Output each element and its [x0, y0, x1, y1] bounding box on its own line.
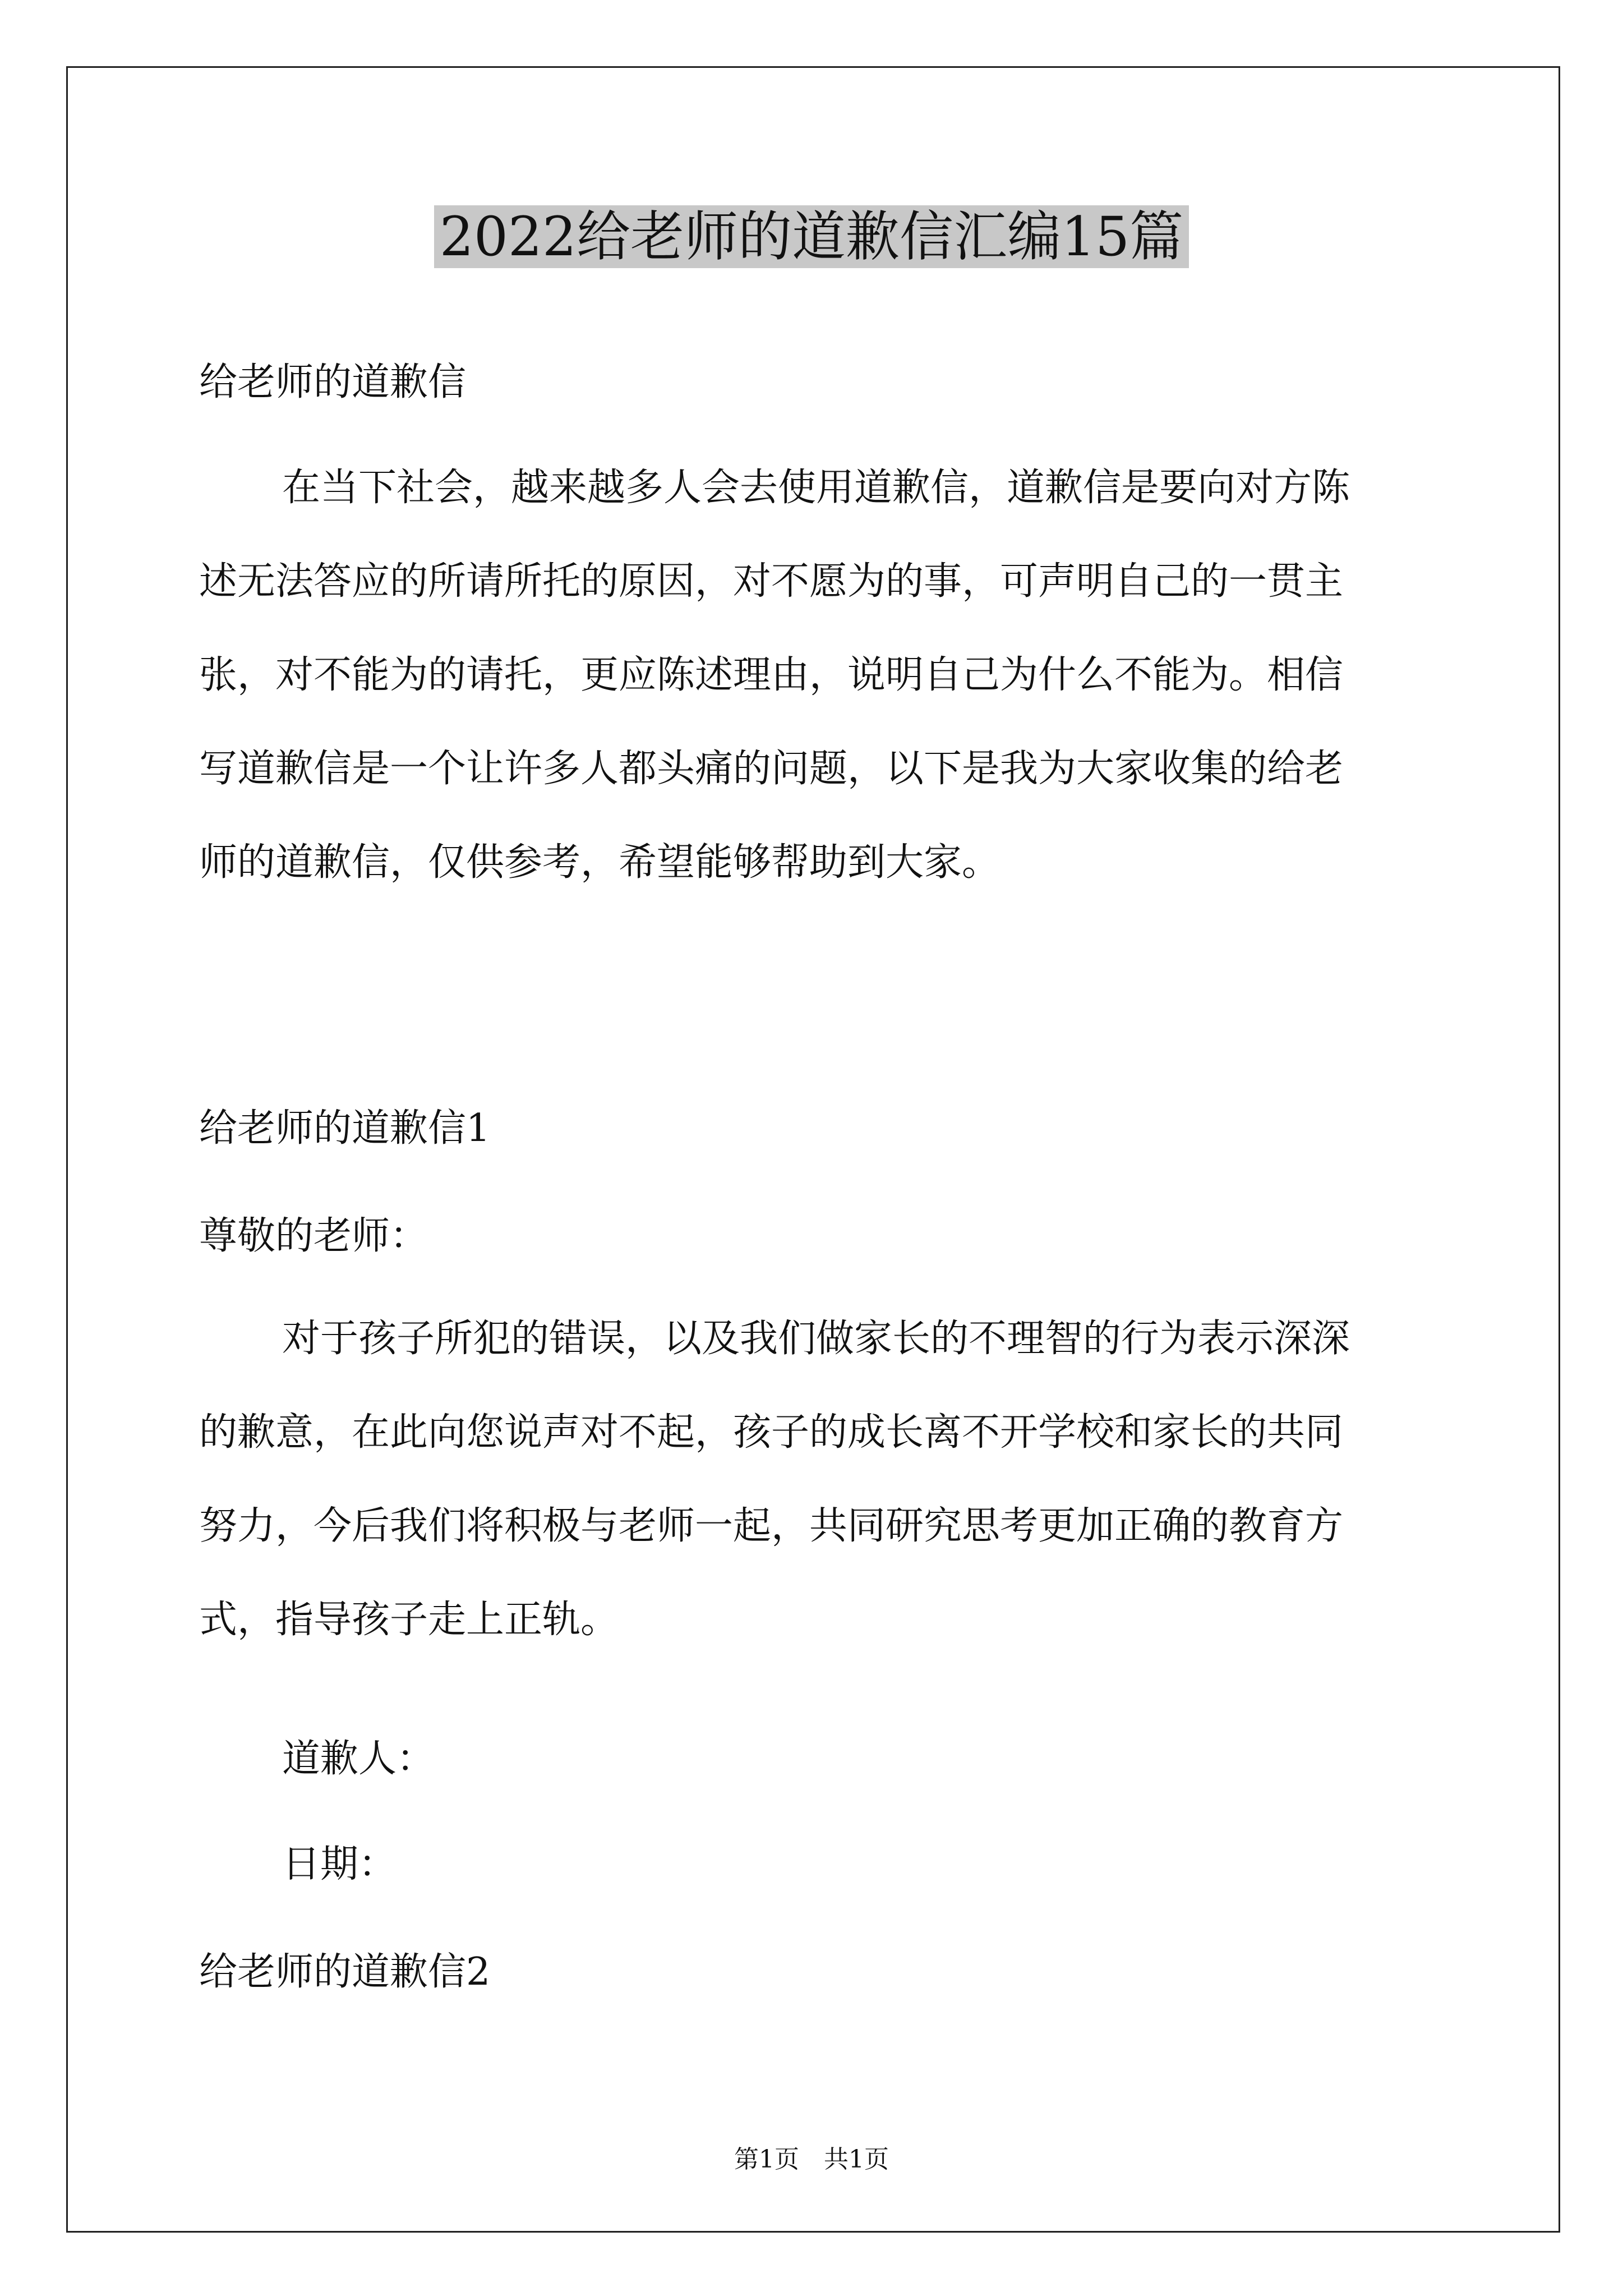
- letter1-heading: 给老师的道歉信1: [199, 1106, 491, 1151]
- document-title-text: 2022给老师的道歉信汇编15篇: [434, 205, 1189, 268]
- intro-line: 述无法答应的所请所托的原因，对不愿为的事，可声明自己的一贯主: [199, 559, 1344, 604]
- letter1-salutation: 尊敬的老师：: [199, 1214, 428, 1258]
- intro-line: 张，对不能为的请托，更应陈述理由，说明自己为什么不能为。相信: [199, 653, 1344, 697]
- intro-paragraph: [199, 441, 1438, 909]
- page-footer: 第1页 共1页: [734, 2145, 889, 2174]
- letter1-body-line: 式，指导孩子走上正轨。: [199, 1598, 619, 1642]
- letter1-body-line: 对于孩子所犯的错误，以及我们做家长的不理智的行为表示深深: [282, 1317, 1350, 1361]
- intro-line: 写道歉信是一个让许多人都头痛的问题，以下是我为大家收集的给老: [199, 747, 1344, 791]
- document-title: [0, 197, 1623, 276]
- intro-line: 在当下社会，越来越多人会去使用道歉信，道歉信是要向对方陈: [282, 466, 1350, 510]
- letter1-body-line: 的歉意，在此向您说声对不起，孩子的成长离不开学校和家长的共同: [199, 1410, 1344, 1455]
- letter1-body-line: 努力，今后我们将积极与老师一起，共同研究思考更加正确的教育方: [199, 1504, 1344, 1548]
- letter2-heading: 给老师的道歉信2: [199, 1950, 491, 1994]
- letter1-body: [199, 1292, 1438, 1667]
- letter1-date: 日期：: [282, 1842, 397, 1887]
- intro-heading: 给老师的道歉信: [199, 360, 467, 404]
- letter1-signer: 道歉人：: [282, 1737, 435, 1781]
- intro-line: 师的道歉信，仅供参考，希望能够帮助到大家。: [199, 840, 1000, 885]
